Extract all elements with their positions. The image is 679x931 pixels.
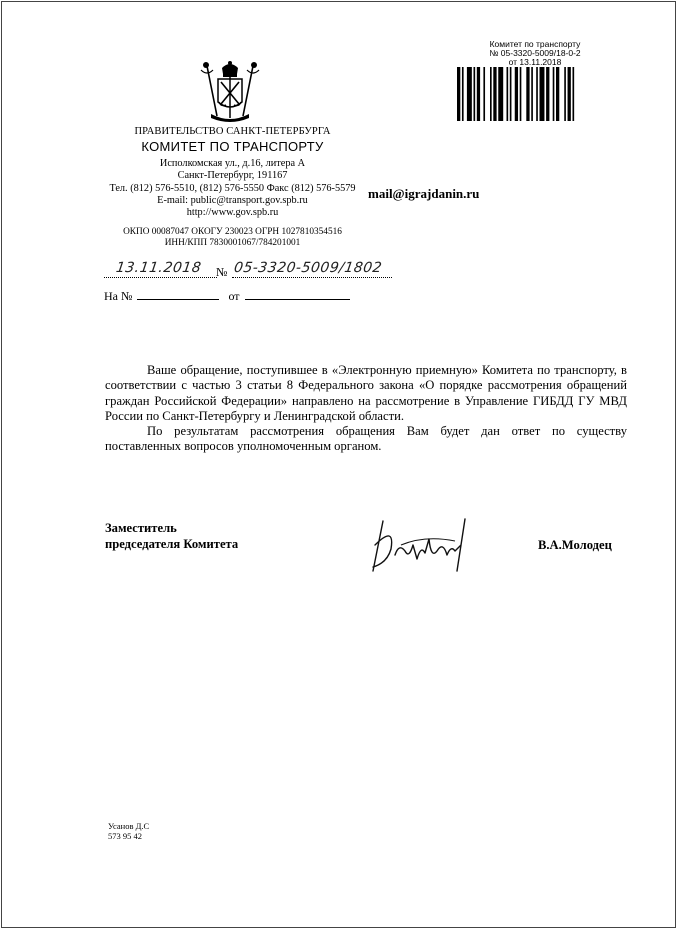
executor-phone: 573 95 42 bbox=[108, 831, 142, 841]
signer-position-line-1: Заместитель bbox=[105, 521, 177, 535]
signer-position-line-2: председателя Комитета bbox=[105, 537, 239, 551]
letter-body bbox=[105, 363, 627, 455]
outgoing-number-line bbox=[104, 258, 406, 280]
ref-from-prefix: от bbox=[228, 289, 240, 303]
phones-line: Тел. (812) 576-5510, (812) 576-5550 Факс (812) 576-5579 bbox=[109, 183, 356, 194]
outgoing-date: 13.11.2018 bbox=[114, 260, 203, 276]
codes-line-2: ИНН/КПП 7830001067/784201001 bbox=[164, 238, 301, 248]
org-website: http://www.gov.spb.ru bbox=[186, 207, 279, 218]
ref-number-blank bbox=[137, 299, 219, 300]
stamp-number: № 05-3320-5009/18-0-2 bbox=[489, 48, 581, 58]
stamp-issuer: Комитет по транспорту bbox=[489, 39, 581, 49]
body-paragraph-1: Ваше обращение, поступившее в «Электронную приемную» Комитета по транспорту, в соответствии с частью 3 статьи 8 Федерального закона «О порядке рассмотрения обращений граждан Российской Федерации» направлено на рассмотрение в Управление ГИБДД ГУ МВД России по Санкт-Петербургу и Ленинградской области. bbox=[105, 363, 627, 423]
org-email: E-mail: public@transport.gov.spb.ru bbox=[157, 195, 308, 206]
ref-number-prefix: На № bbox=[104, 289, 133, 303]
government-name: ПРАВИТЕЛЬСТВО САНКТ-ПЕТЕРБУРГА bbox=[134, 126, 331, 137]
outgoing-number: 05-3320-5009/1802 bbox=[232, 260, 384, 276]
signer-name: В.А.Молодец bbox=[538, 538, 612, 552]
stamp-date: от 13.11.2018 bbox=[508, 57, 562, 67]
recipient-email: mail@igrajdanin.ru bbox=[368, 186, 480, 201]
executor-name: Усанов Д.С bbox=[108, 821, 150, 831]
signer-position bbox=[105, 520, 238, 552]
executor-info bbox=[108, 821, 149, 841]
date-underline bbox=[104, 277, 217, 278]
reference-line bbox=[104, 289, 350, 304]
codes-line-1: ОКПО 00087047 ОКОГУ 230023 ОГРН 1027810354516 bbox=[123, 227, 342, 237]
ref-date-blank bbox=[245, 299, 350, 300]
body-paragraph-2: По результатам рассмотрения обращения Вам будет дан ответ по существу поставленных вопросов уполномоченным органом. bbox=[105, 424, 627, 454]
coat-of-arms-icon bbox=[193, 60, 267, 126]
outgoing-number-prefix: № bbox=[216, 265, 228, 279]
address-line-1: Исполкомская ул., д.16, литера А bbox=[159, 158, 306, 169]
number-underline bbox=[232, 277, 392, 278]
address-line-2: Санкт-Петербург, 191167 bbox=[177, 170, 288, 181]
handwritten-signature bbox=[365, 515, 485, 575]
committee-name: КОМИТЕТ ПО ТРАНСПОРТУ bbox=[141, 139, 324, 154]
barcode-icon bbox=[456, 67, 614, 121]
